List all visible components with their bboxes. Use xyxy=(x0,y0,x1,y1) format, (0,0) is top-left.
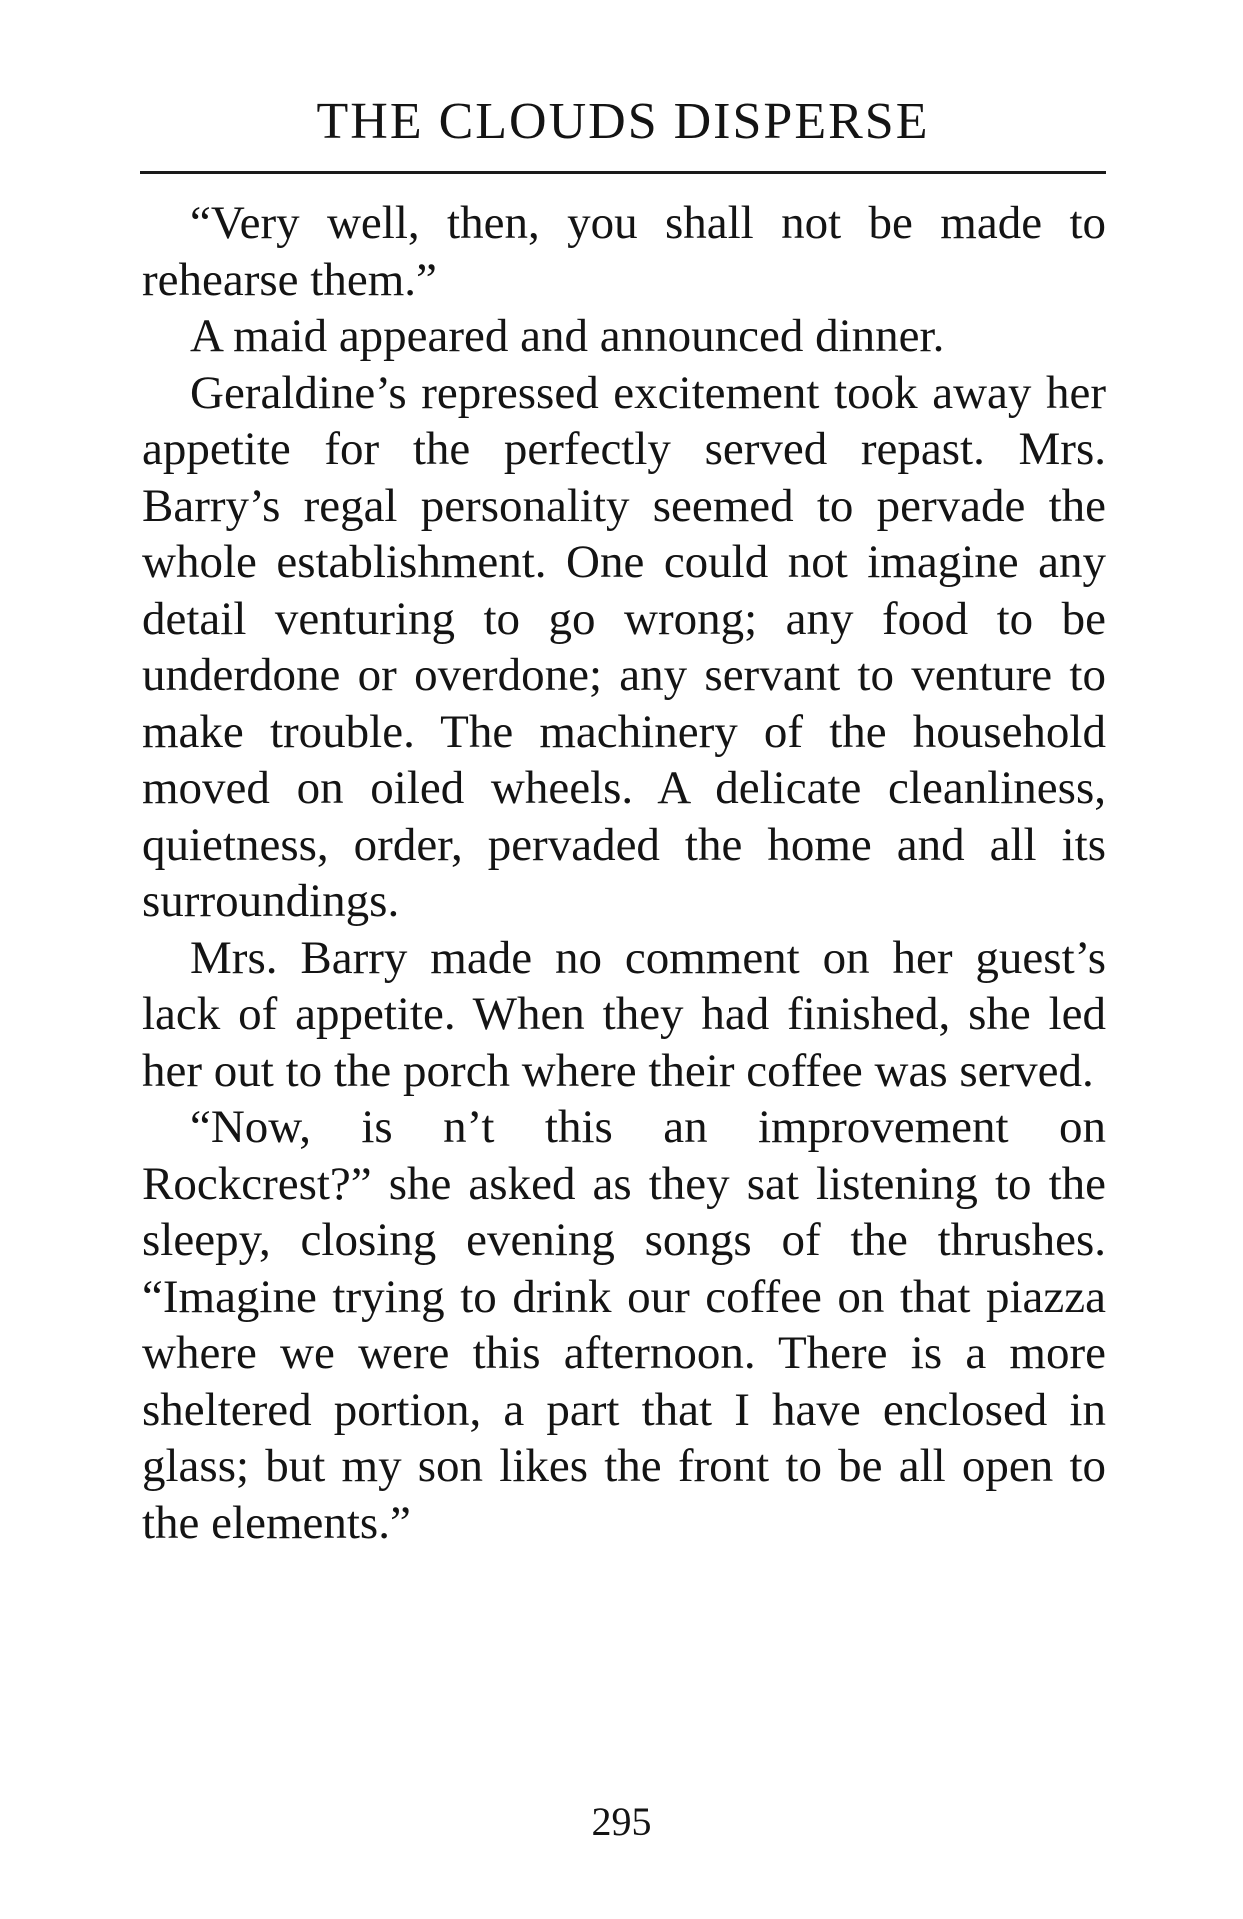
header-rule xyxy=(140,171,1106,174)
running-head: THE CLOUDS DISPERSE xyxy=(316,93,930,150)
paragraph: Geraldine’s repressed excitement took away her appetite for the perfectly served repast. Mrs. Barry’s regal personality seemed to pervade the whole establishment. One could not imagine any detail venturing to go wrong; any food to be underdone or overdone; any servant to venture to make trouble. The machinery of the household moved on oiled wheels. A delicate cleanliness, quietness, order, pervaded the home and all its surroundings. xyxy=(142,366,1106,927)
paragraph: Mrs. Barry made no comment on her guest’s lack of appetite. When they had finished, she led her out to the porch where their coffee was served. xyxy=(142,931,1106,1097)
paragraph: “Now, is n’t this an improvement on Rockcrest?” she asked as they sat listening to the sleepy, closing evening songs of the thrushes. “Imagine trying to drink our coffee on that piazza where we were this afternoon. There is a more sheltered portion, a part that I have enclosed in glass; but my son likes the front to be all open to the elements.” xyxy=(142,1101,1106,1549)
page-number: 295 xyxy=(591,1799,652,1844)
body-text xyxy=(142,195,1106,1551)
paragraph: A maid appeared and announced dinner. xyxy=(190,310,945,362)
paragraph: “Very well, then, you shall not be made to rehearse them.” xyxy=(142,197,1106,306)
